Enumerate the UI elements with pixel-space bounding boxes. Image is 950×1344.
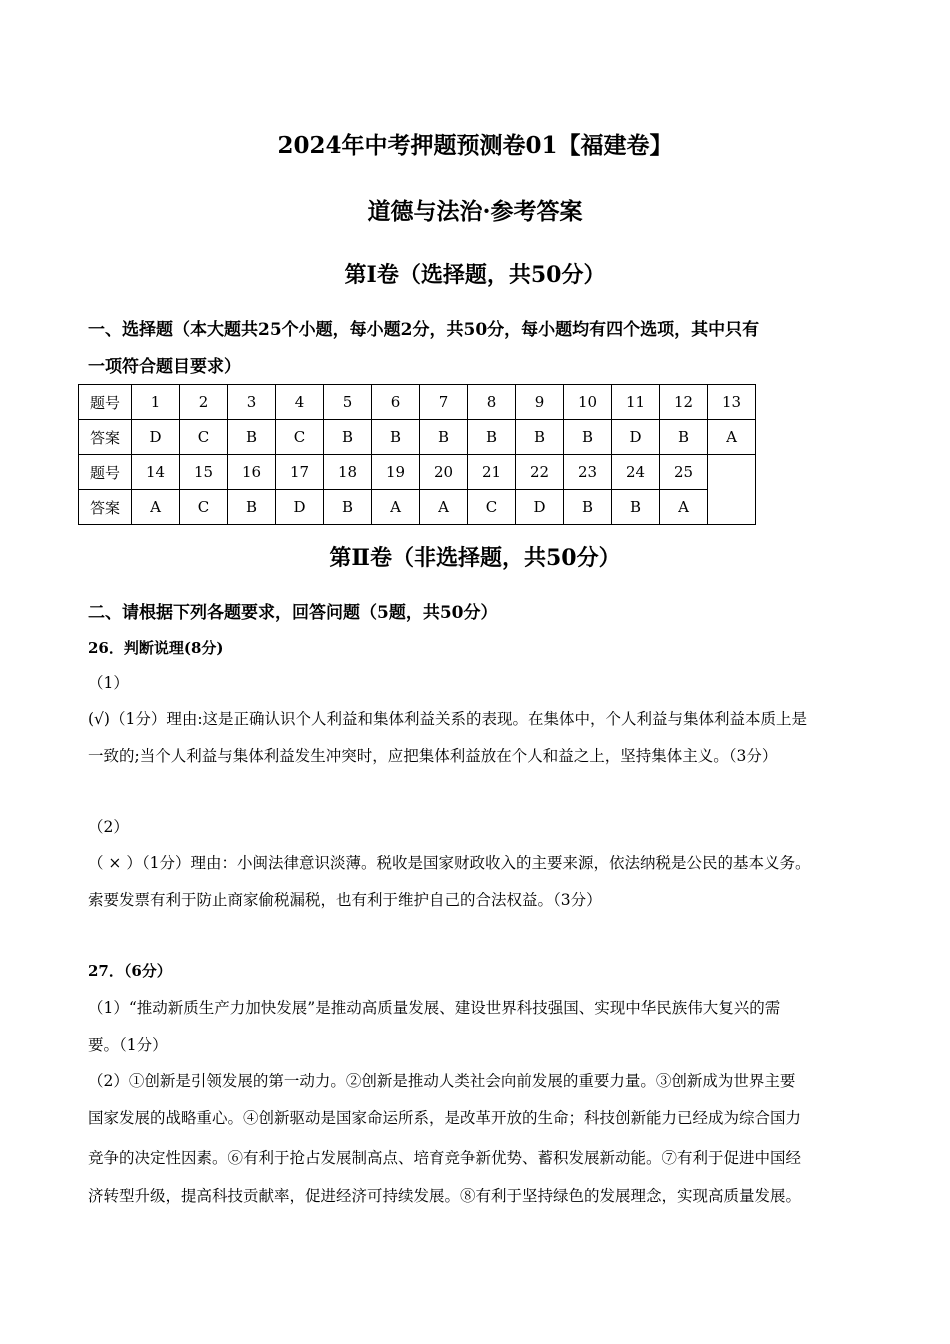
- document-subtitle: 道德与法治·参考答案: [367, 198, 583, 225]
- question-number: 22: [516, 455, 564, 490]
- question-number: 10: [564, 385, 612, 420]
- answer-cell: D: [612, 420, 660, 455]
- answer-cell: B: [420, 420, 468, 455]
- answer-cell: A: [420, 490, 468, 525]
- answer-cell: D: [276, 490, 324, 525]
- question-number: 1: [132, 385, 180, 420]
- answer-cell: B: [564, 490, 612, 525]
- answer-cell: A: [708, 420, 756, 455]
- q27-title: 27．（6分）: [88, 962, 172, 980]
- answer-cell: C: [180, 420, 228, 455]
- row-label-question: 题号: [79, 455, 132, 490]
- answer-cell: B: [564, 420, 612, 455]
- table-row-question-numbers-2: [79, 455, 756, 490]
- q26-part2-label: （2）: [88, 818, 129, 836]
- answer-cell: A: [660, 490, 708, 525]
- section2-instructions: 二、请根据下列各题要求，回答问题（5题，共50分）: [88, 603, 498, 623]
- table-row-question-numbers-1: [79, 385, 756, 420]
- answer-cell: B: [660, 420, 708, 455]
- question-number: 11: [612, 385, 660, 420]
- section1-instructions-line1: 一、选择题（本大题共25个小题，每小题2分，共50分，每小题均有四个选项，其中只有: [88, 320, 760, 340]
- answer-cell: B: [612, 490, 660, 525]
- q27-answer2-line1: （2）①创新是引领发展的第一动力。②创新是推动人类社会向前发展的重要力量。③创新成为世界主要: [88, 1072, 796, 1090]
- answer-cell: B: [228, 420, 276, 455]
- q26-part2-line1: （ × ）（1分）理由：小闽法律意识淡薄。税收是国家财政收入的主要来源，依法纳税是公民的基本义务。: [88, 854, 811, 872]
- answer-cell: B: [372, 420, 420, 455]
- question-number: 16: [228, 455, 276, 490]
- q27-answer1-line1: （1）“推动新质生产力加快发展”是推动高质量发展、建设世界科技强国、实现中华民族伟大复兴的需: [88, 999, 781, 1017]
- question-number: 24: [612, 455, 660, 490]
- row-label-question: 题号: [79, 385, 132, 420]
- question-number: 17: [276, 455, 324, 490]
- answer-cell: B: [324, 490, 372, 525]
- table-row-answers-2: [79, 490, 756, 525]
- answer-cell: D: [516, 490, 564, 525]
- answer-table: [78, 384, 756, 525]
- q26-title: 26．判断说理(8分): [88, 639, 224, 657]
- answer-cell: A: [132, 490, 180, 525]
- q26-part1-label: （1）: [88, 674, 129, 692]
- answer-cell: C: [468, 490, 516, 525]
- question-number: 13: [708, 385, 756, 420]
- q27-answer1-line2: 要。（1分）: [88, 1036, 168, 1054]
- question-number: 9: [516, 385, 564, 420]
- q27-answer2-line3: 竞争的决定性因素。⑥有利于抢占发展制高点、培育竞争新优势、蓄积发展新动能。⑦有利于促进中国经: [88, 1149, 802, 1167]
- part2-heading: 第Ⅱ卷（非选择题，共50分）: [329, 545, 621, 571]
- question-number: 12: [660, 385, 708, 420]
- question-number: 14: [132, 455, 180, 490]
- question-number: 21: [468, 455, 516, 490]
- empty-merged-cell: [708, 455, 756, 525]
- document-title: 2024年中考押题预测卷01【福建卷】: [277, 132, 673, 159]
- question-number: 2: [180, 385, 228, 420]
- row-label-answer: 答案: [79, 420, 132, 455]
- answer-cell: D: [132, 420, 180, 455]
- table-row-answers-1: [79, 420, 756, 455]
- q27-answer2-line2: 国家发展的战略重心。④创新驱动是国家命运所系，是改革开放的生命；科技创新能力已经成为综合国力: [88, 1109, 802, 1127]
- question-number: 8: [468, 385, 516, 420]
- answer-cell: B: [468, 420, 516, 455]
- question-number: 15: [180, 455, 228, 490]
- question-number: 19: [372, 455, 420, 490]
- question-number: 5: [324, 385, 372, 420]
- question-number: 7: [420, 385, 468, 420]
- question-number: 4: [276, 385, 324, 420]
- q26-part1-line1: (√)（1分）理由:这是正确认识个人利益和集体利益关系的表现。在集体中，个人利益与集体利益本质上是: [88, 710, 808, 728]
- question-number: 20: [420, 455, 468, 490]
- question-number: 18: [324, 455, 372, 490]
- answer-cell: B: [516, 420, 564, 455]
- answer-cell: B: [228, 490, 276, 525]
- q26-part2-line2: 索要发票有利于防止商家偷税漏税，也有利于维护自己的合法权益。（3分）: [88, 891, 602, 909]
- q27-answer2-line4: 济转型升级，提高科技贡献率，促进经济可持续发展。⑧有利于坚持绿色的发展理念，实现高质量发展。: [88, 1187, 802, 1205]
- answer-cell: B: [324, 420, 372, 455]
- question-number: 6: [372, 385, 420, 420]
- question-number: 3: [228, 385, 276, 420]
- section1-instructions-line2: 一项符合题目要求）: [88, 357, 241, 377]
- q26-part1-line2: 一致的;当个人利益与集体利益发生冲突时，应把集体利益放在个人和益之上，坚持集体主义。（3分）: [88, 747, 778, 765]
- question-number: 25: [660, 455, 708, 490]
- question-number: 23: [564, 455, 612, 490]
- part1-heading: 第Ⅰ卷（选择题，共50分）: [344, 262, 606, 288]
- answer-cell: C: [180, 490, 228, 525]
- row-label-answer: 答案: [79, 490, 132, 525]
- answer-cell: C: [276, 420, 324, 455]
- answer-cell: A: [372, 490, 420, 525]
